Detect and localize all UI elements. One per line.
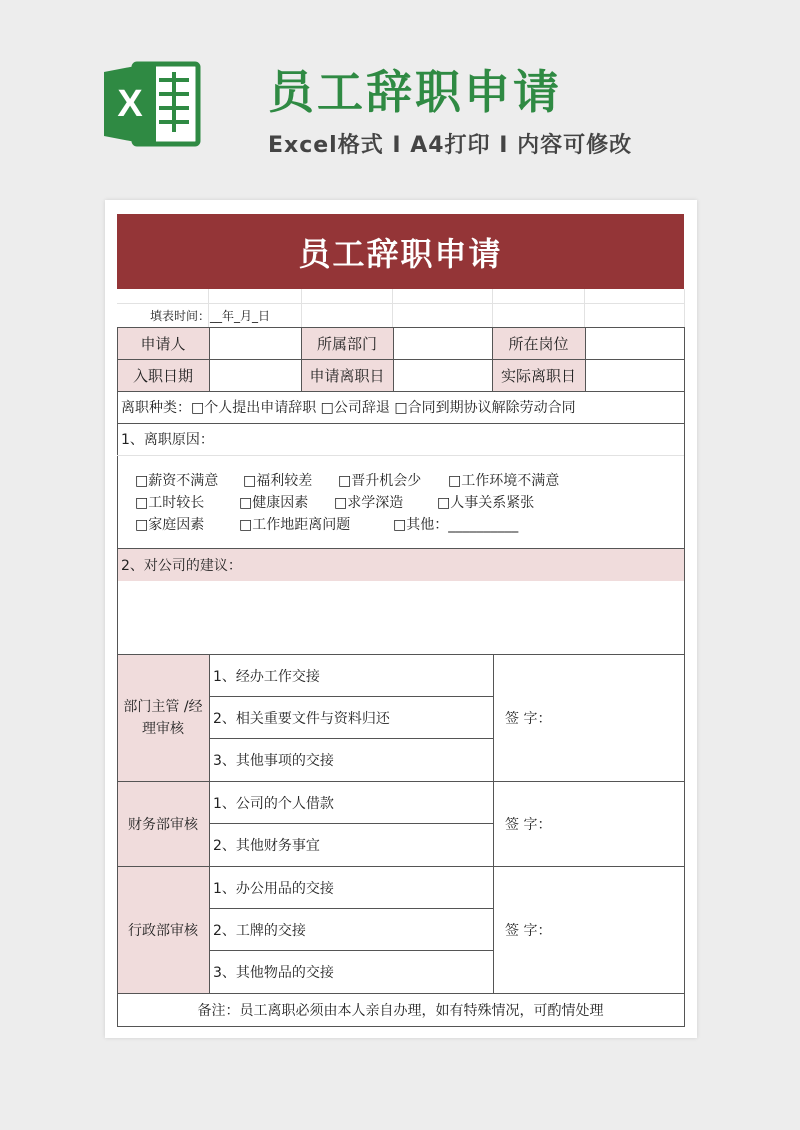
finance-sign-field[interactable]: 签 字： <box>505 817 552 833</box>
request-date-label: 申请离职日 <box>309 366 385 385</box>
footer-note: 备注：员工离职必须由本人亲自办理，如有特殊情况，可酌情处理 <box>197 1003 604 1019</box>
hire-date-label: 入职日期 <box>132 366 193 385</box>
hire-date-field[interactable] <box>210 360 301 391</box>
actual-date-field[interactable] <box>586 360 684 391</box>
finance-review-label: 财务部审核 <box>128 816 198 833</box>
page-subtitle: Excel格式 I A4打印 I 内容可修改 <box>268 133 633 158</box>
reason-checkbox[interactable]: □健康因素 <box>239 495 309 511</box>
page-title: 员工辞职申请 <box>268 65 562 119</box>
reason-checkbox[interactable]: □薪资不满意 <box>135 473 219 489</box>
reason-checkbox[interactable]: □其他：__________ <box>393 517 519 533</box>
admin-review-item: 3、其他物品的交接 <box>213 965 334 981</box>
finance-review-item: 1、公司的个人借款 <box>213 795 334 812</box>
fill-time: 填表时间：__年_月_日 <box>150 308 271 323</box>
request-date-field[interactable] <box>394 360 492 391</box>
actual-date-label: 实际离职日 <box>500 366 576 385</box>
leave-type-options[interactable]: 离职种类：□个人提出申请辞职 □公司辞退 □合同到期协议解除劳动合同 <box>121 400 576 416</box>
dept-review-item: 2、相关重要文件与资料归还 <box>213 710 390 727</box>
excel-icon <box>104 60 202 148</box>
department-field[interactable] <box>394 328 492 359</box>
admin-sign-field[interactable]: 签 字： <box>505 923 552 939</box>
reason-checkbox[interactable]: □福利较差 <box>243 473 313 489</box>
reason-checkbox[interactable]: □晋升机会少 <box>338 473 422 489</box>
reason-checkbox[interactable]: □家庭因素 <box>135 517 205 533</box>
finance-review-item: 2、其他财务事宜 <box>213 838 320 854</box>
reason-checkbox[interactable]: □工作地距离问题 <box>239 517 351 533</box>
admin-review-item: 1、办公用品的交接 <box>213 880 334 897</box>
dept-review-item: 3、其他事项的交接 <box>213 753 334 769</box>
reason-checkbox[interactable]: □工作环境不满意 <box>448 473 560 489</box>
suggestion-field[interactable] <box>118 582 684 653</box>
form-title: 员工辞职申请 <box>117 214 684 289</box>
reason-checkbox[interactable]: □求学深造 <box>334 495 404 511</box>
dept-review-label: 部门主管 /经理审核 <box>123 698 203 737</box>
reason-checkbox[interactable]: □工时较长 <box>135 495 205 511</box>
applicant-label: 申请人 <box>140 334 186 353</box>
department-label: 所属部门 <box>316 334 377 353</box>
suggestion-label: 2、对公司的建议： <box>121 558 242 574</box>
dept-sign-field[interactable]: 签 字： <box>505 711 552 727</box>
reason-label: 1、离职原因： <box>121 432 214 448</box>
position-field[interactable] <box>586 328 684 359</box>
admin-review-item: 2、工牌的交接 <box>213 922 306 939</box>
position-label: 所在岗位 <box>508 334 569 353</box>
svg-text:X: X <box>117 83 143 125</box>
dept-review-item: 1、经办工作交接 <box>213 668 320 685</box>
applicant-field[interactable] <box>210 328 301 359</box>
reason-checkbox[interactable]: □人事关系紧张 <box>437 495 535 511</box>
admin-review-label: 行政部审核 <box>128 922 198 939</box>
